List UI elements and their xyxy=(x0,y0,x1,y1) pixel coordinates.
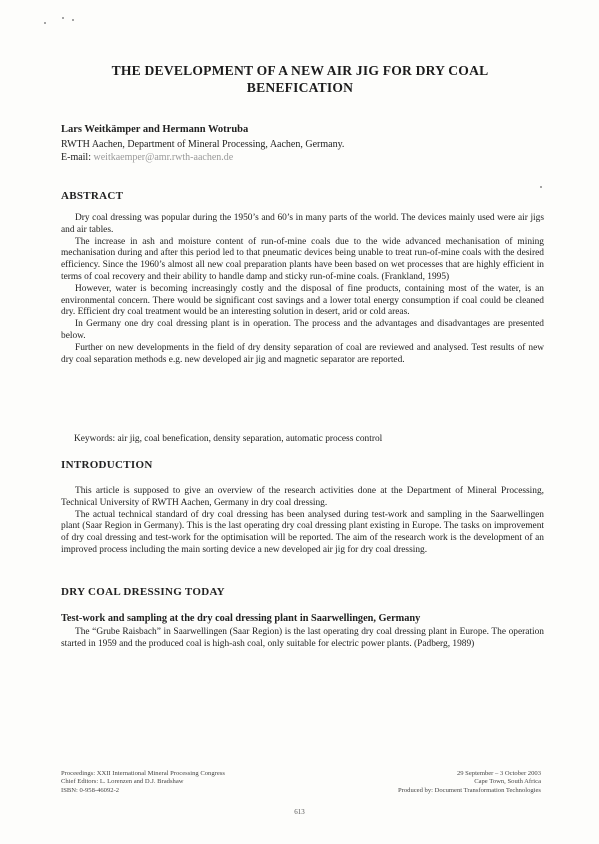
email-address: weitkaemper@amr.rwth-aachen.de xyxy=(93,152,234,163)
scan-speck xyxy=(44,22,46,24)
page-number: 613 xyxy=(294,808,305,816)
abstract-paragraph: The increase in ash and moisture content of run-of-mine coals due to the wide advanced mechanisation of mining mechanisation during and after this period led to that pneumatic devices being unable to treat run-of-mine coals with the desired efficiency. Since the 1960’s almost all new coal preparation plants have been based on wet processes that are highly efficient in terms of coal recovery and their ability to handle damp and sticky run-of-mine coals. (Frankland, 1995) xyxy=(61,236,544,282)
footer-line: Produced by: Document Transformation Technologies xyxy=(398,786,541,794)
introduction-paragraph: The actual technical standard of dry coal dressing has been analysed during test-work and sampling in the Saarwellingen plant (Saar Region in Germany). This is the last operating dry coal dressing plant existing in Europe. The tasks on improvement of dry coal dressing and test-work for the optimisation will be reported. The aim of the research work is the development of an improved process including the main sorting device a new developed air jig for dry coal dressing. xyxy=(61,509,544,555)
dry-coal-paragraph: The “Grube Raisbach” in Saarwellingen (Saar Region) is the last operating dry coal dressing plant in Europe. The operation started in 1959 and the produced coal is high-ash coal, only suitable for electric power plants. (Padberg, 1989) xyxy=(61,627,544,649)
footer-line: Chief Editors: L. Lorenzen and D.J. Bradshaw xyxy=(61,778,184,786)
title-line: THE DEVELOPMENT OF A NEW AIR JIG FOR DRY COAL xyxy=(111,63,489,78)
abstract-paragraph: Further on new developments in the field of dry density separation of coal are reviewed and analysed. Test results of new dry coal separation methods e.g. new developed air jig and magnetic separator are reported. xyxy=(61,342,544,365)
keywords: Keywords: air jig, coal benefication, density separation, automatic process control xyxy=(74,434,383,444)
abstract-paragraph: In Germany one dry coal dressing plant is in operation. The process and the advantages and disadvantages are presented below. xyxy=(61,319,544,341)
affiliation: RWTH Aachen, Department of Mineral Processing, Aachen, Germany. xyxy=(61,139,345,150)
dry-coal-subheading: Test-work and sampling at the dry coal dressing plant in Saarwellingen, Germany xyxy=(61,613,421,624)
abstract-heading: ABSTRACT xyxy=(61,190,124,202)
authors: Lars Weitkämper and Hermann Wotruba xyxy=(61,124,249,135)
dry-coal-body xyxy=(61,627,544,651)
scan-speck xyxy=(72,19,74,21)
abstract-paragraph: However, water is becoming increasingly costly and the disposal of fine products, containing most of the water, is an environmental concern. There would be significant cost savings and a lower total energy consumption if coal could be cleaned dry. Efficient dry coal treatment would be an interesting solution in desert, arid or cold areas. xyxy=(61,283,544,318)
email-line xyxy=(61,152,233,163)
abstract-body xyxy=(61,213,544,366)
footer-conference xyxy=(398,770,541,795)
footer-line: 29 September – 3 October 2003 xyxy=(456,770,541,777)
email-label: E-mail: xyxy=(61,152,91,163)
scan-speck xyxy=(62,17,64,19)
footer-line: Proceedings: XXII International Mineral Processing Congress xyxy=(61,770,225,777)
scan-speck xyxy=(540,186,542,188)
introduction-paragraph: This article is supposed to give an overview of the research activities done at the Department of Mineral Processing, Technical University of RWTH Aachen, Germany in dry coal dressing. xyxy=(61,486,544,508)
abstract-paragraph: Dry coal dressing was popular during the 1950’s and 60’s in many parts of the world. The devices mainly used were air jigs and air tables. xyxy=(61,213,544,235)
paper-title xyxy=(60,62,540,96)
title-line: BENEFICATION xyxy=(246,80,354,95)
dry-coal-heading: DRY COAL DRESSING TODAY xyxy=(61,586,225,598)
footer-line: Cape Town, South Africa xyxy=(474,778,541,786)
footer-line: ISBN: 0-958-46092-2 xyxy=(61,786,120,794)
introduction-heading: INTRODUCTION xyxy=(61,459,153,471)
footer-proceedings xyxy=(61,770,225,795)
introduction-body xyxy=(61,486,544,557)
